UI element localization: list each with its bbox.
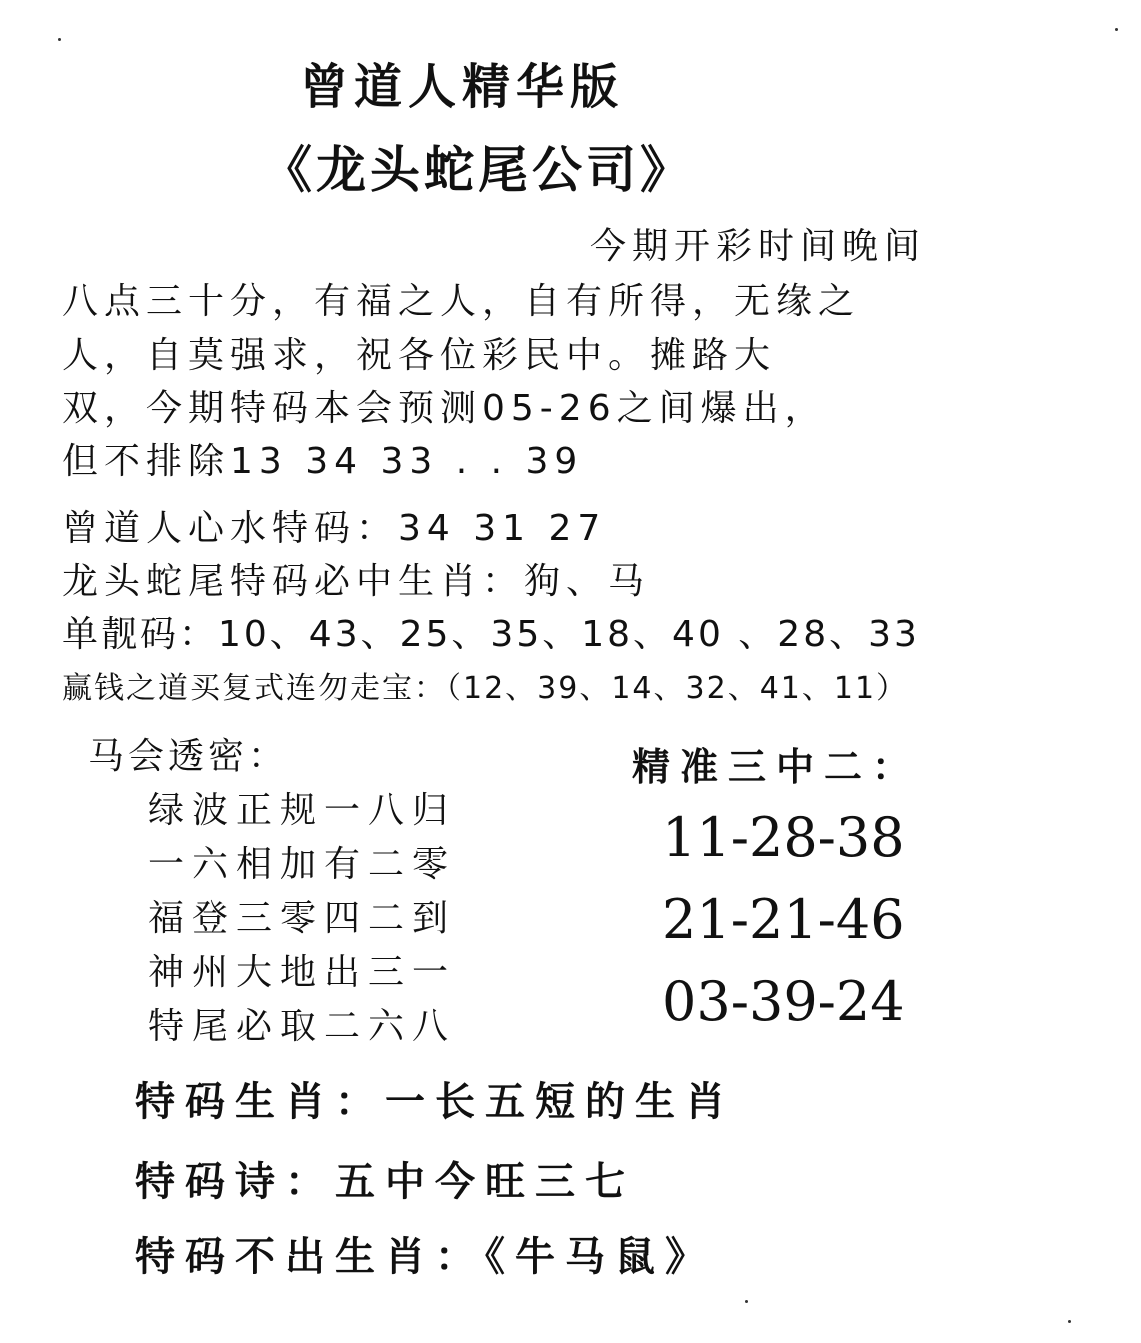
speck-mark: [58, 38, 61, 41]
speck-mark: [745, 1300, 748, 1303]
horse-club-line-5: 特尾必取二六八: [148, 1006, 457, 1047]
multi-bet-line: 赢钱之道买复式连勿走宝：（12、39、14、32、41、11）: [62, 671, 909, 706]
horse-club-line-1: 绿波正规一八归: [148, 790, 457, 831]
heart-numbers-line: 曾道人心水特码：34 31 27: [62, 508, 607, 549]
intro-line-4: 双，今期特码本会预测05-26之间爆出，: [62, 388, 827, 429]
intro-line-5: 但不排除13 34 33 . . 39: [62, 441, 584, 482]
page-title: 曾道人精华版: [300, 59, 625, 115]
precise-set-1: 11-28-38: [662, 806, 905, 869]
precise-set-3: 03-39-24: [662, 970, 905, 1033]
zodiac-line: 龙头蛇尾特码必中生肖：狗、马: [62, 561, 651, 602]
intro-line-1: 今期开彩时间晚间: [590, 226, 927, 267]
page-subtitle: 《龙头蛇尾公司》: [262, 141, 694, 199]
single-numbers-line: 单靓码：10、43、25、35、18、40 、28、33: [62, 614, 920, 655]
horse-club-line-3: 福登三零四二到: [148, 898, 457, 939]
horse-club-line-4: 神州大地出三一: [148, 952, 457, 993]
speck-mark: [1068, 1320, 1071, 1323]
precise-heading: 精准三中二：: [632, 745, 921, 789]
horse-club-heading: 马会透密：: [88, 736, 289, 777]
intro-line-3: 人，自莫强求，祝各位彩民中。摊路大: [62, 335, 777, 376]
precise-set-2: 21-21-46: [662, 888, 905, 951]
footer-exclude: 特码不出生肖：《牛马鼠》: [135, 1234, 715, 1280]
intro-line-2: 八点三十分，有福之人，自有所得，无缘之: [62, 281, 861, 322]
speck-mark: [1115, 28, 1118, 31]
horse-club-line-2: 一六相加有二零: [148, 844, 457, 885]
footer-zodiac: 特码生肖：一长五短的生肖: [135, 1079, 735, 1125]
footer-poem: 特码诗：五中今旺三七: [135, 1159, 635, 1205]
